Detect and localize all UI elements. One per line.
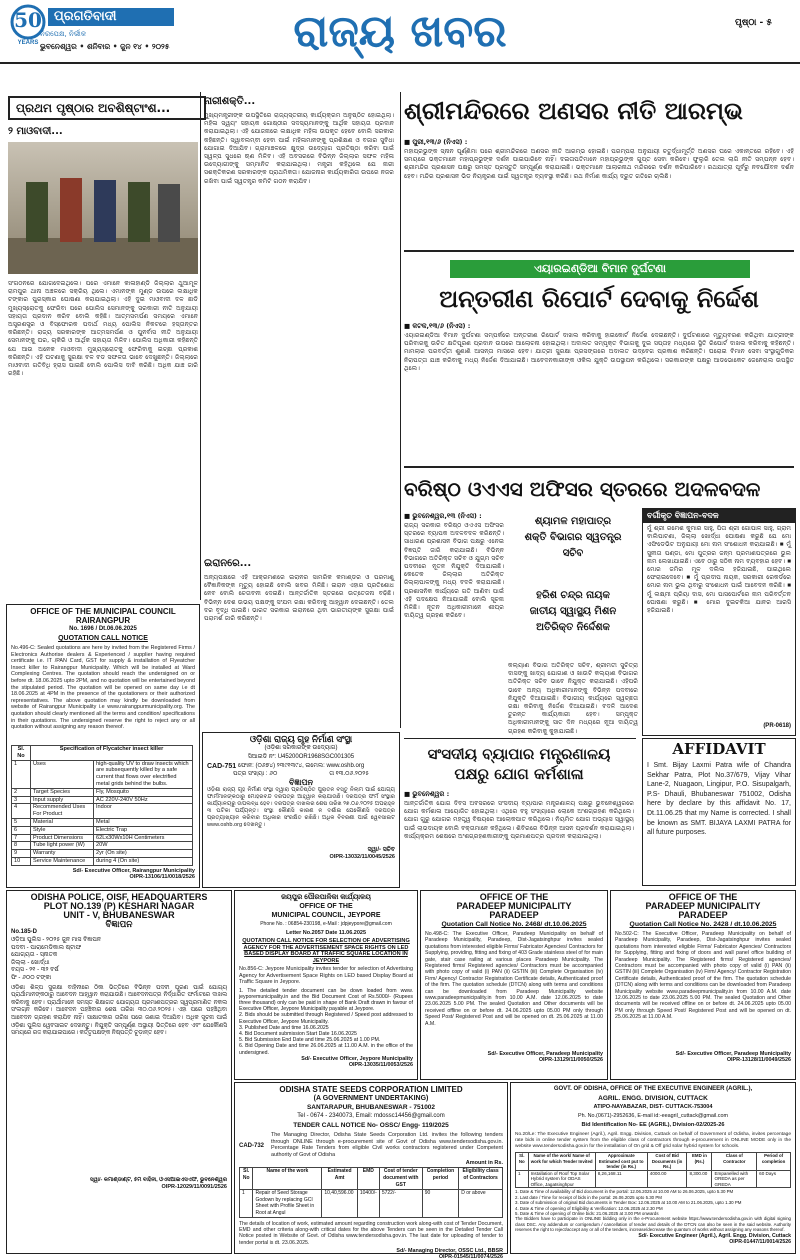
callout-shyamal-post: ସଚିବ	[562, 548, 584, 559]
table-cell-value: Metal	[94, 818, 193, 826]
table-row	[12, 760, 193, 788]
page-number: ପୃଷ୍ଠା - ୫	[735, 18, 773, 28]
agril-notes	[511, 1189, 795, 1232]
table-cell-slno: 7	[12, 834, 31, 842]
paradeep1-notice	[420, 890, 608, 1080]
rairangpur-th-spec: Specification of Flycatcher insect killer	[31, 746, 193, 761]
callout-harish-name: ହରିଶ ଚନ୍ଦ୍ର ନାୟକ	[536, 590, 610, 601]
agril-table-row	[516, 1170, 791, 1188]
table-cell-value: 2yr (On site)	[94, 850, 193, 858]
police-title3: UNIT - V, BHUBANESWAR	[63, 910, 175, 920]
table-row	[12, 857, 193, 865]
osbc-sub2: ସିଆଇଡି ନଂ: U45200OR1968SGC001305	[247, 754, 355, 760]
paradeep2-title2: PARADEEP MUNICIPALITY	[645, 901, 761, 911]
second-story-dateline: ■ କଟକ,୧୩/୬ (ନିଏସ) :	[404, 322, 471, 330]
second-story-body: ଏୟାରଇଣ୍ଡିଆ ବିମାନ ଦୁର୍ଘଟଣା ସମ୍ପର୍କରେ ଅନ୍ତରୀଣ ରିପୋର୍ଟ ଦାଖଲ କରିବାକୁ ହାଇକୋର୍ଟ ନିର୍ଦ୍ଦେଶ ଦେଇଛନ୍ତି। ଦୁର୍ଘଟଣାରେ ମୃତ୍ୟୁବରଣ କରିଥିବା ଯାତ୍ରୀଙ୍କ ପରିବାରକୁ ଉଚିତ କ୍ଷତିପୂରଣ ପ୍ରଦାନ ଉପରେ ଆଲୋଚନା ହୋଇଥିଲା। ଅଦାଲତ ସମ୍ପୃକ୍ତ ବିଭାଗକୁ ଦୁଇ ସପ୍ତାହ ମଧ୍ୟରେ ସ୍ଥିତି ରିପୋର୍ଟ ଦାଖଲ କରିବାକୁ କହିଛନ୍ତି। ମାମଲାର ପରବର୍ତ୍ତୀ ଶୁଣାଣି ଆସନ୍ତା ମାସରେ ହେବ। ଯାତ୍ରୀ ସୁରକ୍ଷା ପ୍ରସଙ୍ଗରେ ଅଦାଲତ ଉଦ୍‌ବେଗ ପ୍ରକାଶ କରିଛନ୍ତି। ଘରୋଇ ବିମାନ ସେବା ସଂସ୍ଥାଗୁଡିକର ନିରାପତ୍ତା ଯାଞ୍ଚ କରିବାକୁ ମଧ୍ୟ ନିର୍ଦ୍ଦେଶ ଦିଆଯାଇଛି। ଆବେଦନକାରୀଙ୍କ ଓକିଲ ଯୁକ୍ତି ଉପସ୍ଥାପନ କରିଥିଲେ। ସରକାରଙ୍କ ପକ୍ଷରୁ ଆଡଭୋକେଟ ଜେନେରାଲ ଉପସ୍ଥିତ ଥିଲେ।	[404, 332, 796, 372]
table-cell-slno: 4	[12, 804, 31, 819]
table-cell-item: Input supply	[31, 796, 94, 804]
list-item: 2. Bids should be submitted through Registered / Speed post addressed to Executive Officer, Jeypore Municipality.	[239, 1012, 413, 1025]
table-cell-value: high-quality UV to draw insects which are subsequently killed by a safe current that flows over electrified metal grids behind the bulbs.	[94, 760, 193, 788]
osbc-cad: CAD-751	[207, 763, 237, 770]
list-item: 4. Date & Time of opening of Eligibility & Verification: 12.06.2025 at 2.30 PM	[515, 1205, 663, 1211]
top-story-body: ମହାପ୍ରଭୁଙ୍କ ସ୍ନାନ ପୂର୍ଣ୍ଣିମା ପରେ ଶ୍ରୀମନ୍ଦିରରେ ଅଣସର ନୀତି ଆରମ୍ଭ ହୋଇଛି। ପରମ୍ପରା ଅନୁଯାୟୀ ଚତୁର୍ଦ୍ଧାମୂର୍ତ୍ତି ଅଣସର ଘରେ ଏକାନ୍ତରେ ରହିବେ। ଏହି ସମୟରେ ଭକ୍ତମାନେ ମହାପ୍ରଭୁଙ୍କ ଦର୍ଶନ ପାଇପାରିବେ ନାହିଁ। ଦଇତାପତିମାନେ ମହାପ୍ରଭୁଙ୍କ ଗୁପ୍ତ ସେବା କରିବେ। ଫୁଲୁରି ତେଲ ଲାଗି ନୀତି ସମ୍ପନ୍ନ ହେବ। ଶ୍ରୀମନ୍ଦିର ପ୍ରଶାସନ ପକ୍ଷରୁ ସମସ୍ତ ପ୍ରସ୍ତୁତି ସମ୍ପୂର୍ଣ୍ଣ କରାଯାଇଛି। ଭକ୍ତମାନେ ଆଲାରନାଥ ମନ୍ଦିରରେ ଦର୍ଶନ କରିପାରିବେ। ରଥଯାତ୍ରା ପୂର୍ବରୁ ନବଯୌବନ ଦର୍ଶନ ହେବ। ମନ୍ଦିର ପ୍ରଶାସନ ଭିଡ ନିୟନ୍ତ୍ରଣ ପାଇଁ ସ୍ୱତନ୍ତ୍ର ବ୍ୟବସ୍ଥା କରିଛି। ରଥ ନିର୍ମାଣ କାର୍ଯ୍ୟ ଦ୍ରୁତ ଗତିରେ ଚାଲିଛି।	[404, 148, 796, 180]
seeds-footer: The details of location of work, estimated amount regarding construction work along-with cost of Tender Document, EMD and other criteria along-with critical dates for the above Tenders can be seen in the Detailed Tender Call Notice posted in Website of Govt. of Odisha www.tendersodisha.gov.in. The last date for uploading of tender to tender portal is dt. 23.06.2025.	[239, 1220, 503, 1246]
jeypore-body: No.856-C: Jeypore Municipality invites tender for selection of Advertising Agency for Advertisement Space Rights on LED based Display Board at Traffic Square in Jeypore.	[239, 966, 413, 986]
table-header-cell: EMD	[357, 1168, 379, 1189]
table-cell-slno: 3	[12, 796, 31, 804]
table-cell-item: Target Species	[31, 788, 94, 796]
table-cell-value: Indoor	[94, 804, 193, 819]
mid-kicker: ନାରୀଶକ୍ତି...	[204, 96, 256, 107]
list-item: 1. Date & Time of availability of Bid document in the portal: 12.06.2025 at 10.00 AM to 26.06.2025, upto 5.30 PM	[515, 1189, 734, 1195]
police-notice	[6, 890, 232, 1254]
table-cell-slno: 5	[12, 818, 31, 826]
table-cell-value: during 4 (On site)	[94, 857, 193, 865]
years-number: 50	[14, 8, 42, 32]
mid-continuation-kicker: ଇରାନରେ...	[204, 558, 252, 569]
osbc-memo: ପତ୍ର ସଂଖ୍ୟା : ୬୦	[233, 771, 278, 777]
table-header-cell: Cost of Bid Documents (in Rs.)	[647, 1153, 687, 1170]
classified-box	[642, 508, 796, 736]
fourth-story-divider	[404, 738, 636, 739]
table-row	[12, 818, 193, 826]
table-header-cell: Name of the work	[253, 1168, 322, 1189]
table-cell: 1	[516, 1170, 529, 1188]
osbc-notice	[202, 732, 400, 888]
table-cell: 1	[240, 1189, 253, 1217]
list-item: 1. The detailed tender document can be down loaded from www. jeyporemunicipality.in and the Bid Document Cost of Rs.5000/- (Rupees three thousand) only can be paid in shape of Bank Draft drawn in favour of Executive Officer, Jeypore Municipality payable at Jeypore.	[239, 987, 413, 1013]
column-divider-2	[400, 92, 401, 728]
paradeep2-title3: PARADEEP	[678, 910, 728, 920]
table-cell-item: Material	[31, 818, 94, 826]
date-line: ଭୁବନେଶ୍ୱର • ଶନିବାର • ଜୁନ ୧୪ • ୨୦୨୫	[40, 42, 170, 51]
rairangpur-notice-title: QUOTATION CALL NOTICE	[58, 635, 148, 642]
table-header-cell: Sl. No	[516, 1153, 529, 1170]
top-story-divider	[404, 250, 794, 252]
rairangpur-th-slno: Sl. No	[12, 746, 31, 761]
table-cell-item: Tube light power (W)	[31, 842, 94, 850]
paradeep2-title1: OFFICE OF THE	[668, 892, 738, 902]
jeypore-signature: Sd/- Executive Officer, Jeypore Municipality	[301, 1055, 413, 1062]
jeypore-title1: ଜୟପୁର ପୌରପାଳିକା କାର୍ଯ୍ୟାଳୟ	[281, 894, 371, 901]
table-cell-value: 62Lx30Wx10H Centimeters	[94, 834, 193, 842]
third-story-dateline: ■ ଭୁବନେଶ୍ୱର,୧୩ (ନିଏସ) :	[404, 512, 482, 520]
table-header-cell: Name of the work/ Name of work for which Tender Invited	[528, 1153, 595, 1170]
list-item: 5. Bid Submission End Date and time 25.06.2025 at 1.00 PM.	[239, 1037, 381, 1044]
table-row	[12, 826, 193, 834]
seeds-title5: TENDER CALL NOTICE No- OSSC/ Engg- 119/2025	[293, 1122, 449, 1129]
callout-harish-post: ଅତିରିକ୍ତ ନିର୍ଦ୍ଦେଶକ	[536, 622, 610, 633]
list-item: 5. Date & Time of opening of Online bids: 21.06.2025 at 3.00 PM onwards	[515, 1211, 659, 1217]
agril-title3: ATIPO-NAYABAZAR, DIST- CUTTACK-753004	[593, 1104, 713, 1110]
agril-title1: GOVT. OF ODISHA, OFFICE OF THE EXECUTIVE ENGINEER (AGRIL.),	[553, 1086, 753, 1092]
table-header-cell: Sl. No	[240, 1168, 253, 1189]
jeypore-letter: Letter No.2057 Date 11.06.2025	[285, 930, 367, 936]
rairangpur-title2: RAIRANGPUR	[75, 616, 131, 625]
table-cell-item: Uses	[31, 760, 94, 788]
table-row	[12, 842, 193, 850]
mid-story-body: ମୁଖ୍ୟମନ୍ତ୍ରୀଙ୍କ ଉପସ୍ଥିତିରେ ରାଜ୍ୟସ୍ତରୀୟ କାର୍ଯ୍ୟକ୍ରମ ଅନୁଷ୍ଠିତ ହୋଇଥିଲା। ମହିଳା ସ୍ୱୟଂ ସହାୟକ ଗୋଷ୍ଠୀର ସଦସ୍ୟମାନଙ୍କୁ ଆର୍ଥିକ ସହାୟତା ପ୍ରଦାନ କରାଯାଇଥିଲା। ଏହି ଯୋଜନାରେ ଲକ୍ଷାଧିକ ମହିଳା ଉପକୃତ ହେବେ ବୋଲି ସରକାର କହିଛନ୍ତି। ସ୍ୱାବଲମ୍ବୀ ହେବା ପାଇଁ ମହିଳାମାନଙ୍କୁ ପ୍ରଶିକ୍ଷଣ ଓ ବଜାର ସୁବିଧା ଯୋଗାଇ ଦିଆଯିବ। ଗ୍ରାମାଞ୍ଚଳରେ କ୍ଷୁଦ୍ର ଉଦ୍ୟୋଗ ପ୍ରତିଷ୍ଠା କରିବା ପାଇଁ ସ୍ୱଳ୍ପ ସୁଧରେ ଋଣ ମିଳିବ। ଏହି ଅବସରରେ ବିଭିନ୍ନ ଜିଲ୍ଲାର ସଫଳ ମହିଳା ଉଦ୍ୟୋଗୀଙ୍କୁ ସମ୍ମାନିତ କରାଯାଇଥିଲା। ମନ୍ତ୍ରୀ କହିଥିଲେ ଯେ ନାରୀ ସଶକ୍ତିକରଣ ସରକାରଙ୍କ ପ୍ରାଥମିକତା। ଯୋଜନାର କାର୍ଯ୍ୟକାରିତା ଉପରେ ନଜର ରଖିବା ପାଇଁ ସ୍ୱତନ୍ତ୍ର କମିଟି ଗଠନ କରାଯିବ।	[204, 112, 396, 185]
osbc-sub1: (ଓଡ଼ିଶା ସରକାରଙ୍କ ଉଦ୍ୟୋଗ)	[264, 745, 338, 751]
table-cell-slno: 8	[12, 842, 31, 850]
table-cell-slno: 1	[12, 760, 31, 788]
seeds-table	[239, 1167, 503, 1218]
callout-shyamal-dept: ଶକ୍ତି ବିଭାଗର ସ୍ୱତନ୍ତ୍ର	[524, 532, 622, 543]
list-item: 4. Bid Document submission Start Date 16.06.2025	[239, 1031, 357, 1038]
agril-table-head	[516, 1153, 791, 1170]
table-cell: 60 Days	[757, 1170, 791, 1188]
paradeep2-oipr: OIPR-13128/11/0049/2526	[726, 1057, 791, 1063]
agril-body: No.20/Le: The Executive Engineer (Agril.), Agril. Engg. Division, Cuttack on behalf of Government of Odisha, invites percentage rate bids in online tender system from the eligible class of contractors through e-procurement in ONLINE MODE only in the website www.tendersodisha.gov.in for the installation of On grid & Off grid solar hybrid system for schools.	[515, 1132, 791, 1149]
agril-title4: Ph. No.(0671)-2952636, E-mail id:-eeagril_cuttack@gmail.com	[578, 1113, 728, 1119]
table-cell-item: Style	[31, 826, 94, 834]
fourth-story-headline-2: ପକ୍ଷରୁ ଯୋଗ କର୍ମଶାଳା	[454, 765, 584, 783]
table-cell: 10400/-	[357, 1189, 379, 1217]
list-item: 3. Date of submission of original Bid documents in Tender Box: 12.06.2025 at 10.00 AM to 21.06.2025, upto 1.30 PM	[515, 1200, 742, 1206]
tagline: ନିରପେକ୍ଷ, ନିର୍ଭୀକ	[40, 30, 87, 38]
table-cell: Installation of Roof Top Solar Hybrid system for ODAS Office, Jagatsinghpur	[528, 1170, 595, 1188]
classified-footer: (PR-0618)	[763, 723, 791, 729]
table-cell-value: 20W	[94, 842, 193, 850]
paper-name: ପ୍ରଗତିବାଦୀ	[48, 8, 174, 26]
table-row	[12, 834, 193, 842]
paradeep2-notice-title: Quotation Call Notice No. 2428 / dt.10.06.2025	[629, 921, 777, 928]
osbc-title: ଓଡ଼ିଶା ରାଜ୍ୟ ଗୃହ ନିର୍ମାଣ ସଂସ୍ଥା	[249, 734, 353, 744]
agril-notice	[510, 1082, 796, 1254]
table-header-cell: Period of completion	[757, 1153, 791, 1170]
list-item: ଜିଲ୍ଲା - ଖୋର୍ଦ୍ଧା	[11, 959, 50, 966]
jeypore-oipr: OIPR-13035/11/0053/2526	[348, 1061, 413, 1068]
list-item: ଓଡ଼ିଆ ପୁଲିସ - ୨୦୨୫ ଜୁନ ମାସ ବିଜ୍ଞାପନ	[11, 937, 102, 943]
police-oipr: OIPR-12029/11/0091/2526	[161, 1183, 227, 1190]
table-header-cell: Class of Contractor	[712, 1153, 757, 1170]
third-story-col2: କଲ୍ୟାଣ ବିଭାଗ ଅତିରିକ୍ତ ସଚିବ, ଶ୍ରୀମତୀ ସୁଚିତ୍ରା ଦାସଙ୍କୁ ଖାଦ୍ୟ ଯୋଗାଣ ଓ ଖାଉଟି କଲ୍ୟାଣ ବିଭାଗର ଅତିରିକ୍ତ ସଚିବ ଭାବେ ନିଯୁକ୍ତ କରାଯାଇଛି। ଏହିପରି ଭାବେ ଅନ୍ୟ ଅଧିକାରୀମାନଙ୍କୁ ବିଭିନ୍ନ ପଦବୀରେ ନିଯୁକ୍ତି ଦିଆଯାଇଛି। ବିଭାଗୀୟ କାର୍ଯ୍ୟରେ ସ୍ୱଚ୍ଛତା ରକ୍ଷା କରିବାକୁ ନିର୍ଦ୍ଦେଶ ଦିଆଯାଇଛି। ବଦଳି ଆଦେଶ ତୁରନ୍ତ କାର୍ଯ୍ୟକାରୀ ହେବ। ସମ୍ପୃକ୍ତ ଅଧିକାରୀମାନଙ୍କୁ ସାତ ଦିନ ମଧ୍ୟରେ ନୂଆ ଦାୟିତ୍ୱ ଗ୍ରହଣ କରିବାକୁ କୁହାଯାଇଛି।	[508, 662, 640, 735]
seeds-title4: Tel - 0674 - 2340073, Email: mdossc14456@gmail.com	[297, 1113, 445, 1119]
table-cell-value: Fly, Mosquito	[94, 788, 193, 796]
police-signature: ସ୍ୱା/- କମାଣ୍ଡାଣ୍ଟ, ୫ମ ବାହିନୀ, ଓଏସଆଇଏସଏଫ, ଭୁବନେଶ୍ୱର	[90, 1176, 227, 1183]
seeds-amount-label: Amount in Rs.	[465, 1160, 503, 1167]
seeds-body: The Managing Director, Odisha State Seeds Corporation Ltd. invites the following tenders through ONLINE through e-procurement site of Govt of Odisha www.tendersodisha.gov.in. Percentage Rate Tenders from eligible Civil works contractors registered under Competent authority of Govt of Odisha	[271, 1132, 503, 1158]
table-cell: 90	[422, 1189, 458, 1217]
surrender-photo-icon	[8, 142, 198, 274]
table-cell: D or above	[459, 1189, 503, 1217]
paradeep2-signature: Sd/- Executive Officer, Paradeep Municipality	[675, 1051, 791, 1057]
left-section-label: ପ୍ରଥମ ପୃଷ୍ଠାର ଅବଶିଷ୍ଟାଂଶ...	[8, 96, 206, 120]
table-cell-item: Product Dimensions	[31, 834, 94, 842]
callout-shyamal-name: ଶ୍ୟାମଳ ମହାପାତ୍ର	[534, 516, 612, 527]
table-cell: Empanelled with OREDA as per GREDA	[712, 1170, 757, 1188]
rairangpur-title1: OFFICE OF THE MUNICIPAL COUNCIL	[30, 607, 176, 616]
rairangpur-table-body	[12, 760, 193, 865]
table-cell: 4000.00	[647, 1170, 687, 1188]
agril-table	[515, 1152, 791, 1188]
masthead-rule	[0, 62, 800, 64]
seeds-title2: (A GOVERNMENT UNDERTAKING)	[313, 1095, 429, 1102]
osbc-oipr: OIPR-13032/11/0045/2526	[329, 854, 395, 860]
jeypore-notice-title: QUOTATION CALL NOTICE FOR SELECTION OF ADVERTISING AGENCY FOR THE ADVERTISEMENT SPACE RIGHTS ON LED BASED DISPLAY BOARD AT TRAFFIC SQUARE LOCATION IN JEYPORE	[242, 938, 410, 964]
callout-harish-dept: ଜାତୀୟ ସ୍ୱାସ୍ଥ୍ୟ ମିଶନ	[529, 606, 617, 617]
table-cell-value: AC 220V-240V 50Hz	[94, 796, 193, 804]
police-title2: PLOT NO.139 (P) KESHARI NAGAR	[43, 901, 195, 911]
table-header-cell: Cost of tender document with GST	[379, 1168, 422, 1189]
seeds-signature: Sd/- Managing Director, OSSC Ltd., BBSR	[396, 1247, 503, 1254]
table-cell: 5722/-	[379, 1189, 422, 1217]
osbc-date: ତା ୧୩.୦୬.୨୦୨୫	[329, 771, 369, 777]
fourth-story-body: ଆନ୍ତର୍ଜାତିକ ଯୋଗ ଦିବସ ଅବସରରେ ସଂସଦୀୟ ବ୍ୟାପାର ମନ୍ତ୍ରଣାଳୟ ପକ୍ଷରୁ ଭୁବନେଶ୍ୱରରେ ଯୋଗ କର୍ମଶାଳା ଆୟୋଜିତ ହୋଇଥିଲା। ଏଥିରେ ବହୁ ସଂଖ୍ୟାରେ ଲୋକେ ଅଂଶଗ୍ରହଣ କରିଥିଲେ। ଯୋଗ ଗୁରୁ ଯୋଗର ମହତ୍ତ୍ୱ ବିଷୟରେ ଆଲୋକପାତ କରିଥିଲେ। ନିୟମିତ ଯୋଗ ଅଭ୍ୟାସ ସ୍ୱାସ୍ଥ୍ୟ ପାଇଁ ଲାଭଦାୟକ ବୋଲି ବକ୍ତାମାନେ କହିଥିଲେ। ଶିବିରରେ ବିଭିନ୍ନ ଆସନ ପ୍ରଦର୍ଶନ କରାଯାଇଥିଲା। କାର୍ଯ୍ୟକ୍ରମ ଶେଷରେ ଅଂଶଗ୍ରହଣକାରୀଙ୍କୁ ପ୍ରମାଣପତ୍ର ପ୍ରଦାନ କରାଯାଇଥିଲା।	[404, 800, 636, 840]
paradeep1-body: No.498-C: The Executive Officer, Paradeep Municipality on behalf of Paradeep Municipality, Paradeep, Dist-Jagatsinghpur invites sealed quotations from interested eligible Firms/ Fabricator Agencies/ Contractors for Supplying, providing, fitting and fixing of 403 Grade stainless steel of for main gate, stair case railing at various places Paradeep Municipality. The Registered firms/ Registered agencies/ Contractors must be accompanied with photo copy of valid (i) PAN (ii) GSTIN (iii) Complete Organisation (iv) Firm/ Agency/ Contractor Registration Certificate details, Authenticated proof of the firm. The quotation schedule (DTCN) along with terms and conditions can be downloaded from Paradeep Municipality website www.paradeepmunicipality.in from 10.00 A.M. date 12.06.2025 to date 23.06.2025 5.00 PM. The sealed Quotation and Other documents will be received offline on or before dt. 24.06.2025 upto 05.00 PM only through Speed Post/ Registered Post and will be opened on dt. 25.06.2025 at 11.00 A.M.	[425, 931, 603, 1027]
table-cell-slno: 2	[12, 788, 31, 796]
table-header-cell: Approximate Estimated cost put to tender (in Rs.)	[595, 1153, 647, 1170]
paradeep2-notice	[610, 890, 796, 1080]
table-cell-value: Electric Trap	[94, 826, 193, 834]
table-row	[12, 788, 193, 796]
list-item: 2. Last date / Time for receipt of bids in the portal: 26.06.2025 upto 5.30 PM	[515, 1194, 662, 1200]
table-header-cell: Estimated Amt	[322, 1168, 358, 1189]
list-item: ଫି - ୬୦୦ ଟଙ୍କା	[11, 974, 52, 981]
police-body: ଓଡ଼ିଶା ଶିଳ୍ପ ସୁରକ୍ଷା ବାହିନୀରେ ଠିକା ଭିତ୍ତିରେ ବିଭିନ୍ନ ପଦବୀ ପୂରଣ ପାଇଁ ଯୋଗ୍ୟ ପ୍ରାର୍ଥୀମାନଙ୍କଠାରୁ ଆବେଦନ ଆହ୍ୱାନ କରାଯାଉଛି। ଆବେଦନପତ୍ର ନିର୍ଦ୍ଧାରିତ ଫର୍ମାଟରେ ଦାଖଲ କରିବାକୁ ହେବ। ପ୍ରାର୍ଥୀମାନେ ସମସ୍ତ ଶିକ୍ଷାଗତ ଯୋଗ୍ୟତା ପ୍ରମାଣପତ୍ରର ସ୍ୱପ୍ରମାଣିତ ନକଲ ସଂଲଗ୍ନ କରିବେ। ଆବେଦନ ପହଞ୍ଚିବାର ଶେଷ ତାରିଖ ୩୦.୦୬.୨୦୨୫। ଏହା ପରେ ପହଞ୍ଚିଥିବା ଆବେଦନ ଗ୍ରହଣ କରାଯିବ ନାହିଁ। ସାକ୍ଷାତକାର ତାରିଖ ପରେ ଜଣାଇ ଦିଆଯିବ। ଅଧିକ ସୂଚନା ପାଇଁ ଓଡ଼ିଶା ପୁଲିସ ୱେବସାଇଟ ଦେଖନ୍ତୁ। ନିଯୁକ୍ତି ସମ୍ପୂର୍ଣ୍ଣ ଅସ୍ଥାୟୀ ଭିତ୍ତିରେ ହେବ ଏବଂ ଯେକୌଣସି ସମୟରେ ରଦ୍ଦ କରାଯାଇପାରେ। କର୍ତ୍ତୃପକ୍ଷଙ୍କ ନିଷ୍ପତ୍ତି ଚୂଡ଼ାନ୍ତ ହେବ।	[11, 984, 229, 1037]
second-story-strap: ଏୟାରଇଣ୍ଡିଆ ବିମାନ ଦୁର୍ଘଟଣା	[450, 260, 750, 278]
table-header-cell: Completion period	[422, 1168, 458, 1189]
rairangpur-signature: Sd/- Executive Officer, Rairangpur Municipality	[72, 867, 195, 874]
paradeep1-signature: Sd/- Executive Officer, Paradeep Municipality	[487, 1051, 603, 1057]
table-cell-slno: 10	[12, 857, 31, 865]
seeds-title1: ODISHA STATE SEEDS CORPORATION LIMITED	[279, 1085, 463, 1094]
table-row	[12, 804, 193, 819]
masthead	[0, 0, 800, 86]
second-story-divider	[404, 466, 794, 468]
agril-oipr: OIPR-01447/11/0014/2526	[729, 1238, 791, 1245]
jeypore-title3: MUNICIPAL COUNCIL, JEYPORE	[271, 912, 381, 919]
left-photo	[8, 142, 198, 274]
left-story-body: ସଂଗଠନରେ ଯୋଗଦେଇଥିଲେ। ପରେ ଏମାନେ କାଳାହାଣ୍ଡି ଜିଲ୍ଲାର ଥୁଆମୂଳ ରାମପୁର ଥାନା ଅଞ୍ଚଳରେ ସକ୍ରିୟ ଥିଲେ। ଏମାନଙ୍କ ମୁଣ୍ଡ ଉପରେ ଲକ୍ଷାଧିକ ଟଙ୍କାର ପୁରସ୍କାର ଘୋଷଣା କରାଯାଇଥିଲା। ଏହି ଦୁଇ ମାଓବାଦୀ ଦଳ ଛାଡି ମୁଖ୍ୟସ୍ରୋତକୁ ଫେରିବା ପରେ ପୋଲିସ ସେମାନଙ୍କୁ ସରକାରୀ ନୀତି ଅନୁଯାୟୀ ସହାୟତା ପ୍ରଦାନ କରିବ ବୋଲି କହିଛି। ଆତ୍ମସମର୍ପଣ ସମୟରେ ଏମାନେ ଅସ୍ତ୍ରଶସ୍ତ୍ର ଓ ବିସ୍ଫୋରକ ପଦାର୍ଥ ମଧ୍ୟ ପୋଲିସ ନିକଟରେ ହସ୍ତାନ୍ତର କରିଛନ୍ତି। ରାଜ୍ୟ ସରକାରଙ୍କ ଆତ୍ମସମର୍ପଣ ଓ ପୁନର୍ବାସ ନୀତି ଅନୁଯାୟୀ ସେମାନଙ୍କୁ ଘର, ଚାକିରି ଓ ଆର୍ଥିକ ସହାୟତା ମିଳିବ। ପୋଲିସ ଅଧିକାରୀ କହିଛନ୍ତି ଯେ ଆଉ ଅନେକ ମାଓବାଦୀ ମୁଖ୍ୟସ୍ରୋତକୁ ଫେରିବାକୁ ଇଚ୍ଛା ପ୍ରକାଶ କରିଛନ୍ତି। ଏହି ଘଟଣାକୁ ସୁରକ୍ଷା ବଳ ବଡ ସଫଳତା ଭାବେ ଦେଖୁଛନ୍ତି। ଜିଲ୍ଲାରେ ମାଓବାଦୀ ଗତିବିଧି ହ୍ରାସ ପାଇଛି ବୋଲି ପୋଲିସ ଦାବି କରିଛି। ଅଧିକ ଯାଞ୍ଚ ଜାରି ରହିଛି।	[8, 280, 200, 378]
table-cell: 8,26,168.11	[595, 1170, 647, 1188]
rairangpur-oipr: OIPR-13106/11/0018/2526	[129, 873, 195, 880]
callout-shyamal	[508, 514, 638, 584]
agril-signature: Sd/- Executive Engineer (Agril.), Agril. Engg. Division, Cuttack	[638, 1232, 791, 1239]
table-header-cell: EMD in (Rs.)	[687, 1153, 712, 1170]
police-title1: ODISHA POLICE, OISF, HEADQUARTERS	[30, 892, 208, 902]
callout-harish	[508, 588, 638, 658]
table-cell-slno: 6	[12, 826, 31, 834]
jeypore-notice	[234, 890, 418, 1080]
table-row	[12, 796, 193, 804]
jeypore-items	[235, 988, 417, 1056]
police-section: ବିଜ୍ଞାପନ	[105, 919, 133, 929]
list-item: ପଦବୀ - ପାରାମେଡିକାଲ ଷ୍ଟାଫ	[11, 944, 82, 951]
list-item: ଯୋଗ୍ୟତା - ସ୍ନାତକ	[11, 952, 58, 959]
top-story-dateline: ■ ପୁରୀ,୧୩/୬ (ନିଏସ) :	[404, 138, 468, 146]
paradeep1-title1: OFFICE OF THE	[479, 892, 549, 902]
list-item: 6. Bid Opening Date and time 26.06.2025 at 11.00 A.M. in the office of the undersigned.	[239, 1043, 413, 1056]
rairangpur-body: No.496-C: Sealed quotations are here by invited from the Registered Firms / Electronics Authorise dealers & Experienced / supplier having required certificate i.e. IT /PAN Card, GST for supply & installation of Flyeatcher Insect killer to Rairangpur Municipality. Which will be installed at Ward Complexing Centres. The quotation should reach the undersigned on or before dt. 18.06.2025 upto 2PM, and no quotation will be entertained beyond the stipulated period. The quotation will be opened on same day i.e dt 18.06.2025 at 4PM in the presence of the quotationers or their authorized representatives. The above quotation may kindly be downloaded from website of Rairangpur Municipality i.e www.rairangpurmunicipality.org. The quotation should clearly mentioned all the terms and condition/ specifications in their quotations. The undersigned reserve the right to reject any or all quotation without assigning any reason thereof.	[11, 645, 195, 731]
paradeep1-oipr: OIPR-13129/11/0050/2526	[538, 1057, 603, 1063]
osbc-sub3: ଫୋନ: (୦୬୭୪) ୨୩୯୧୩୯୪, ଇମେଲ: www.oshb.org	[237, 763, 365, 769]
police-lines	[7, 935, 231, 985]
classified-header: ବର୍ଗୀକୃତ ବିଜ୍ଞାପନ-ବଦଳ	[643, 509, 795, 523]
seeds-title3: SANTARAPUR, BHUBANESWAR - 751002	[306, 1104, 436, 1111]
second-story-headline: ଅନ୍ତରୀଣ ରିପୋର୍ଟ ଦେବାକୁ ନିର୍ଦ୍ଦେଶ	[439, 284, 759, 313]
table-cell-item: Warranty	[31, 850, 94, 858]
table-row	[12, 850, 193, 858]
classified-body: ମୁଁ ଶ୍ରୀ ରମେଶ କୁମାର ସାହୁ, ପିତା ଶ୍ରୀ ଗୋପାଳ ସାହୁ, ଗ୍ରାମ ବାଲିପାଟଣା, ଜିଲ୍ଲା ଖୋର୍ଦ୍ଧା ଘୋଷଣା କରୁଛି ଯେ ମୋ ଏଫିଡେଭିଟ ଅନୁଯାୟୀ ମୋ ନାମ ସଂଶୋଧନ କରାଯାଇଛି। ■ ମୁଁ ସୁନୀତା ପଣ୍ଡା, ମୋ ପୁତ୍ରର ଜନ୍ମ ପ୍ରମାଣପତ୍ରରେ ଭୁଲ ନାମ ଲେଖାଯାଇଛି। ଏବେ ଠାରୁ ସଠିକ ନାମ ବ୍ୟବହାର ହେବ। ■ ମୋର ଜମିର ମୂଳ ଦଲିଲ ହଜିଯାଇଛି, ପାଇଥିଲେ ଫେରାଇଦେବେ। ■ ମୁଁ ପ୍ରଦୀପ ନାୟକ, ସରକାରୀ ରେକର୍ଡରେ ମୋର ନାମ ଭୁଲ ଥିବାରୁ ସଂଶୋଧନ ପାଇଁ ଆବେଦନ କରିଛି। ■ ମୁଁ ଲକ୍ଷ୍ମୀ ପ୍ରିୟା ଦାସ, ମୋ ପାସପୋର୍ଟରେ ନାମ ପରିବର୍ତ୍ତନ ଘୋଷଣା କରୁଛି। ■ ମୋର ଦୁଇଚକିଆ ଯାନର ଆରସି ହଜିଯାଇଛି।	[647, 525, 793, 615]
rairangpur-notice	[6, 604, 200, 888]
table-cell-item: Recommended Uses For Product	[31, 804, 94, 819]
table-cell-slno: 9	[12, 850, 31, 858]
osbc-body: ଓଡ଼ିଶା ରାଜ୍ୟ ଗୃହ ନିର୍ମାଣ ସଂସ୍ଥା ଦ୍ୱାରା ପ୍ରତିଷ୍ଠିତ ପୁରାତନ ବସ୍ତୁ ନିଲାମ ପାଇଁ ଯୋଗ୍ୟ ଫାର୍ମମାନଙ୍କଠାରୁ ମୋହରବନ୍ଦ ଦରପତ୍ର ଆହ୍ୱାନ କରାଯାଉଛି। ଦରପତ୍ର ଫର୍ମ ସଂସ୍ଥାର କାର୍ଯ୍ୟାଳୟରୁ ଉପଲବ୍ଧ ହେବ। ଦରପତ୍ର ଦାଖଲର ଶେଷ ତାରିଖ ୨୭.୦୬.୨୦୨୫ ଅପରାହ୍ନ ୩ ଘଟିକା ପର୍ଯ୍ୟନ୍ତ। ସଂସ୍ଥା କୌଣସି କାରଣ ନ ଦର୍ଶାଇ ଯେକୌଣସି ଦରପତ୍ର ପ୍ରତ୍ୟାଖ୍ୟାନ କରିବାର ଅଧିକାର ସଂରକ୍ଷିତ ରଖିଛି। ଅଧିକ ବିବରଣୀ ପାଇଁ ୱେବସାଇଟ www.oshb.org ଦେଖନ୍ତୁ।	[207, 787, 397, 828]
third-story-headline: ବରିଷ୍ଠ ଓଏଏସ ଅଫିସର ସ୍ତରରେ ଅଦଳବଦଳ	[404, 477, 761, 501]
list-item: 3. Published Date and time 16.06.2025	[239, 1024, 329, 1031]
table-header-cell: Eligibility class of Contractors	[459, 1168, 503, 1189]
agril-title5: Bid Identification No- EE (AGRIL), Division-02/2025-26	[581, 1122, 725, 1128]
table-cell: 8,300.00	[687, 1170, 712, 1188]
osbc-signature: ସ୍ୱା/- ସଚିବ	[367, 847, 395, 853]
fourth-story-headline-1: ସଂସଦୀୟ ବ୍ୟାପାର ମନ୍ତ୍ରଣାଳୟ	[427, 745, 611, 763]
osbc-section: ବିଜ୍ଞାପନ	[289, 778, 313, 787]
left-kicker: ୨ ମାଓବାଦୀ...	[8, 126, 63, 137]
top-story-headline: ଶ୍ରୀମନ୍ଦିରରେ ଅଣସର ନୀତି ଆରମ୍ଭ	[404, 96, 743, 125]
police-memo: No.185-D	[11, 929, 38, 935]
paradeep1-title3: PARADEEP	[489, 910, 539, 920]
years-label: YEARS	[17, 40, 39, 46]
list-item: The Bidders have to participate in ONLINE bidding only in the e-Procurement website https://www.tendersodisha.gov.in with digital signing class DSC. Any addendum or corrigendum / cancellation of tender and details of the DTCN can also be seen in the said website. Authority reserves the right to reject/accept any or all of the tenders, increase/decrease the quantum of works without assigning any reasons thereof.	[515, 1216, 791, 1233]
affidavit-title: AFFIDAVIT	[672, 740, 766, 758]
seeds-oipr: OIPR-01545/11/0074/2526	[438, 1253, 503, 1260]
seeds-cad: CAD-732	[239, 1143, 265, 1149]
section-title: ରାଜ୍ୟ ଖବର	[293, 6, 507, 57]
rairangpur-table	[11, 745, 193, 866]
list-item: ବୟସ - ୨୧ - ୩୨ ବର୍ଷ	[11, 967, 59, 974]
rairangpur-memo: No. 1696 / Dt.06.06.2025	[69, 626, 137, 632]
jeypore-title2: OFFICE OF THE	[299, 903, 353, 910]
seeds-table-head	[240, 1168, 503, 1189]
third-story-body: ରାଜ୍ୟ ସରକାର ବରିଷ୍ଠ ଓଏଏସ ଅଫିସର ସ୍ତରରେ ବ୍ୟାପକ ଅଦଳବଦଳ କରିଛନ୍ତି। ସାଧାରଣ ପ୍ରଶାସନ ବିଭାଗ ପକ୍ଷରୁ ଏନେଇ ବିଜ୍ଞପ୍ତି ଜାରି କରାଯାଇଛି। ବିଭିନ୍ନ ବିଭାଗରେ ଅତିରିକ୍ତ ସଚିବ ଓ ଯୁଗ୍ମ ସଚିବ ପଦବୀରେ ନୂତନ ନିଯୁକ୍ତି ଦିଆଯାଇଛି। କେତେକ ଜିଲ୍ଲାର ଅତିରିକ୍ତ ଜିଲ୍ଲାପାଳଙ୍କୁ ମଧ୍ୟ ବଦଳି କରାଯାଇଛି। ପ୍ରଶାସନିକ କାର୍ଯ୍ୟରେ ଗତି ଆଣିବା ପାଇଁ ଏହି ପଦକ୍ଷେପ ନିଆଯାଇଛି ବୋଲି ସୂଚନା ମିଳିଛି। ନୂତନ ଅଧିକାରୀମାନେ ଶୀଘ୍ର ଦାୟିତ୍ୱ ଗ୍ରହଣ କରିବେ।	[404, 522, 506, 620]
table-cell: 10,40,596.00	[322, 1189, 358, 1217]
paradeep1-title2: PARADEEP MUNICIPALITY	[456, 901, 572, 911]
jeypore-phone: Phone No. : 06854-230198, e-Mail : jdpjeypore@gmail.com	[260, 921, 392, 927]
fourth-story-dateline: ■ ଭୁବନେଶ୍ୱର :	[404, 790, 450, 798]
column-divider-1	[200, 92, 201, 600]
paradeep2-body: No.502-C: The Executive Officer, Paradeep Municipality on behalf of Paradeep Municipality, Paradeep, Dist-Jagatsinghpur invites sealed quotations from interested eligible Firms/ Fabricator Agencies/ Contractors for Supplying, fitting and fixing of doors and wall panel office building of Paradeep Municipality. The Registered firms/ Registered agencies/ Contractors must be accompanied with photo copy of valid (i) PAN (ii) GSTIN (iii) Complete Organisation (iv) Firm/ Agency/ Contractor Registration Certificate details, Authenticated proof of the firm. The quotation schedule (DTCN) along with terms and conditions can be downloaded from Paradeep Municipality website www.paradeepmunicipality.in from 10.00 A.M. date 12.06.2025 to date 23.06.2025 5.00 PM. The sealed Quotation and Other documents will be received offline on or before dt. 24.06.2025 upto 05.00 PM only through Speed Post/ Registered Post and will be opened on dt. 25.06.2025 at 11.00 A.M.	[615, 931, 791, 1021]
paradeep1-notice-title: Quotation Call Notice No. 2468/ dt.10.06.2025	[441, 921, 587, 928]
affidavit-box	[642, 738, 796, 886]
affidavit-body: I Smt. Bijay Laxmi Patra wife of Chandra Sekhar Patra, Plot No.37/679, Vijay Vihar Lane-2, Nuagaon, Lingipur, P.O. Sisupalgarh, P.S- Dhauli, Bhubaneswar 751002, Odisha here by declare by this affidavit No. 17, Dt.11.06.25 that my Name is corrected. I shall be known as SMT. BIJAYA LAXMI PATRA for all future purposes.	[647, 762, 791, 837]
table-cell: Repair of Seed Storage Godown by replacing GCI Sheet with Profile Sheet in Root at Angul	[253, 1189, 322, 1217]
seeds-table-row	[240, 1189, 503, 1217]
agril-title2: AGRIL. ENGG. DIVISION, CUTTACK	[598, 1095, 708, 1102]
seeds-notice	[234, 1082, 508, 1260]
mid-continuation-body: ଅନ୍ୟପକ୍ଷରେ ଏହି ଆକ୍ରମଣରେ ଇରାନର ସାମରିକ କମାଣ୍ଡର ଓ ପରମାଣୁ ବୈଜ୍ଞାନିକଙ୍କ ମୃତ୍ୟୁ ହୋଇଛି ବୋଲି ଖବର ମିଳିଛି। ଇରାନ ଏହାର ପ୍ରତିଶୋଧ ନେବ ବୋଲି ଚେତାବନୀ ଦେଇଛି। ଆନ୍ତର୍ଜାତିକ ସ୍ତରରେ ଉତ୍ତେଜନା ବଢିଛି। ବିଭିନ୍ନ ଦେଶ ଉଭୟ ପକ୍ଷଙ୍କୁ ସଂଯମ ରକ୍ଷା କରିବାକୁ ଆହ୍ୱାନ ଦେଇଛନ୍ତି। ତେଲ ଦର ବୃଦ୍ଧି ପାଇଛି। ଭାରତ ସରକାର ଇରାନରେ ଥିବା ଭାରତୀୟଙ୍କ ସୁରକ୍ଷା ପାଇଁ ପରାମର୍ଶ ଜାରି କରିଛନ୍ତି।	[204, 574, 396, 623]
table-cell-item: Service Maintenance	[31, 857, 94, 865]
